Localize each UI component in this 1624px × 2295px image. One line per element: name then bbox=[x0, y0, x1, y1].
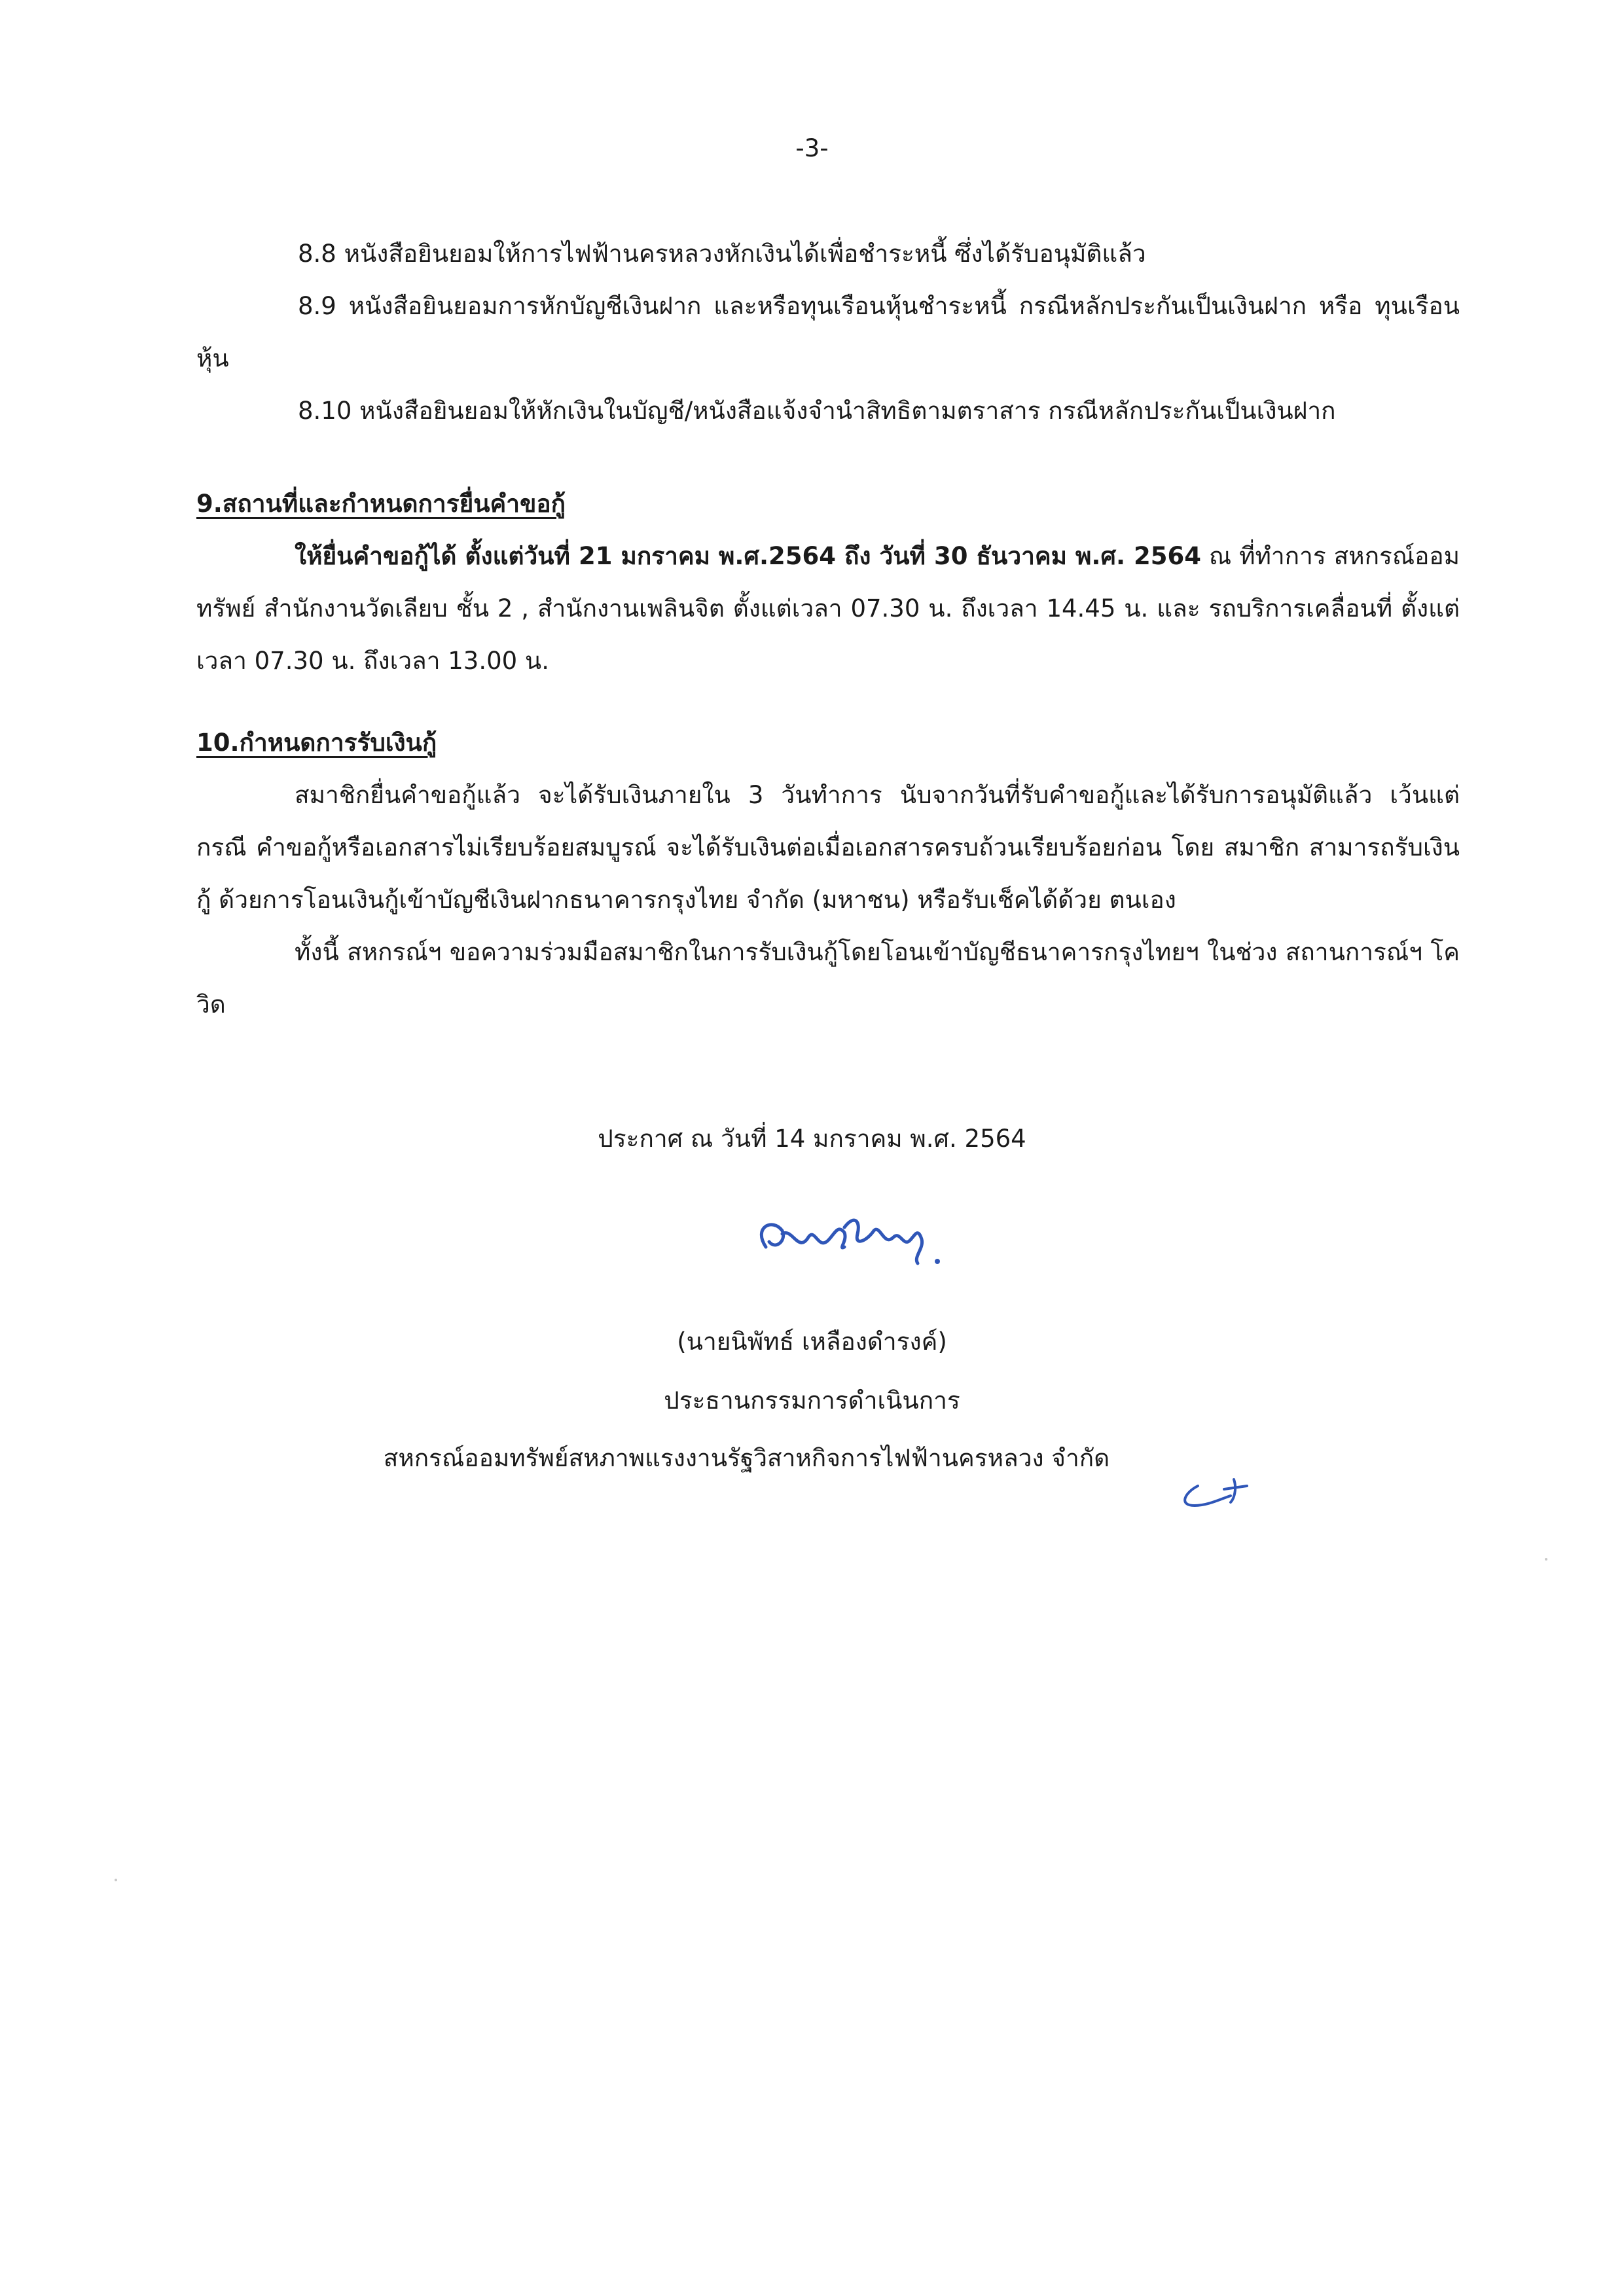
section9-body bbox=[196, 530, 1460, 687]
section9-heading: 9.สถานที่และกำหนดการยื่นคำขอกู้ bbox=[196, 490, 566, 518]
signatory-organization: สหกรณ์ออมทรัพย์สหภาพแรงงานรัฐวิสาหกิจการไฟฟ้านครหลวง จำกัด bbox=[383, 1444, 1110, 1472]
signatory-position: ประธานกรรมการดำเนินการ bbox=[664, 1386, 960, 1415]
announcement-date: ประกาศ ณ วันที่ 14 มกราคม พ.ศ. 2564 bbox=[598, 1125, 1026, 1153]
item-8-10: 8.10 หนังสือยินยอมให้หักเงินในบัญชี/หนังสือแจ้งจำนำสิทธิตามตราสาร กรณีหลักประกันเป็นเงินฝาก bbox=[298, 397, 1336, 425]
section10 bbox=[196, 717, 1460, 1031]
section8 bbox=[196, 228, 1460, 437]
section9-bold-lead: ให้ยื่นคำขอกู้ได้ ตั้งแต่วันที่ 21 มกราคม พ.ศ.2564 ถึง วันที่ 30 ธันวาคม พ.ศ. 2564 bbox=[295, 542, 1201, 570]
page-number: -3- bbox=[795, 134, 829, 162]
section9 bbox=[196, 478, 1460, 687]
section10-para2: ทั้งนี้ สหกรณ์ฯ ขอความร่วมมือสมาชิกในการรับเงินกู้โดยโอนเข้าบัญชีธนาคารกรุงไทยฯ ในช่วง สถานการณ์ฯ โควิด bbox=[196, 938, 1460, 1019]
signature-image bbox=[746, 1201, 956, 1280]
section10-heading: 10.กำหนดการรับเงินกู้ bbox=[196, 729, 437, 757]
item-8-9: 8.9 หนังสือยินยอมการหักบัญชีเงินฝาก และหรือทุนเรือนหุ้นชำระหนี้ กรณีหลักประกันเป็นเงินฝาก หรือ ทุนเรือนหุ้น bbox=[196, 292, 1460, 372]
section9-rest: ณ ที่ทำการ สหกรณ์ออมทรัพย์ สำนักงานวัดเลียบ ชั้น 2 , สำนักงานเพลินจิต ตั้งแต่เวลา 07.30 น. ถึงเวลา 14.45 น. และ รถบริการเคลื่อนที่ ตั้งแต่เวลา 07.30 น. ถึงเวลา 13.00 น. bbox=[196, 542, 1460, 675]
scan-speck bbox=[1545, 1558, 1547, 1561]
scan-speck bbox=[115, 1879, 117, 1881]
section10-para1: สมาชิกยื่นคำขอกู้แล้ว จะได้รับเงินภายใน 3 วันทำการ นับจากวันที่รับคำขอกู้และได้รับการอนุมัติแล้ว เว้นแต่กรณี คำขอกู้หรือเอกสารไม่เรียบร้อยสมบูรณ์ จะได้รับเงินต่อเมื่อเอกสารครบถ้วนเรียบร้อยก่อน โดย สมาชิก สามารถรับเงินกู้ ด้วยการโอนเงินกู้เข้าบัญชีเงินฝากธนาคารกรุงไทย จำกัด (มหาชน) หรือรับเช็คได้ด้วย ตนเอง bbox=[196, 781, 1460, 914]
initials-mark bbox=[1172, 1470, 1263, 1515]
signatory-name: (นายนิพัทธ์ เหลืองดำรงค์) bbox=[677, 1328, 947, 1356]
item-8-8: 8.8 หนังสือยินยอมให้การไฟฟ้านครหลวงหักเงินได้เพื่อชำระหนี้ ซึ่งได้รับอนุมัติแล้ว bbox=[298, 240, 1146, 268]
